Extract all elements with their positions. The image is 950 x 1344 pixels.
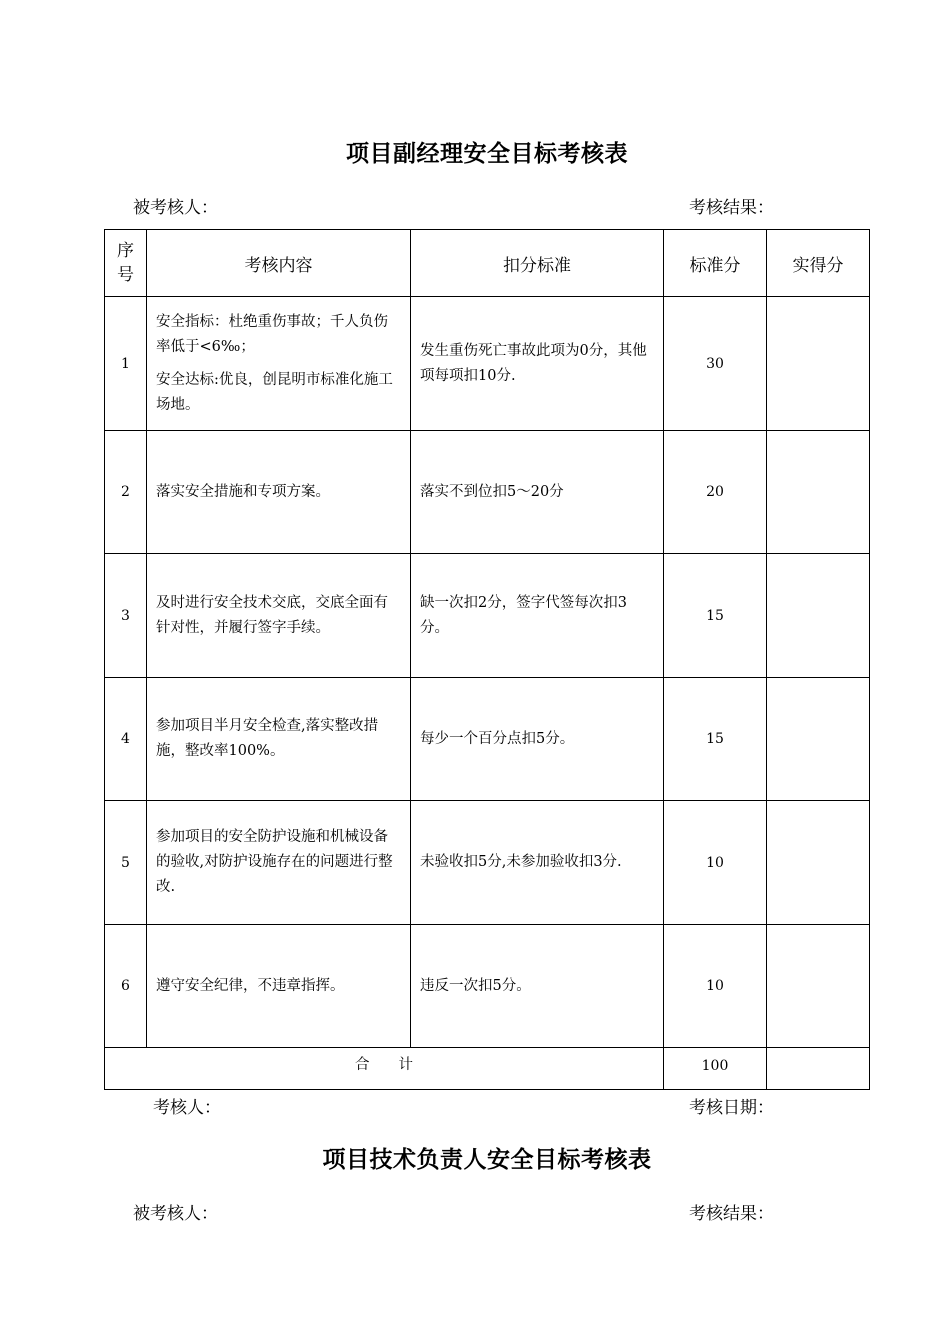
row-criteria: 缺一次扣2分，签字代签每次扣3分。 [411, 554, 664, 678]
table-row [105, 678, 870, 801]
form2-title: 项目技术负责人安全目标考核表 [322, 1147, 652, 1173]
row-actual-score[interactable] [767, 925, 870, 1048]
row-seq: 5 [105, 801, 147, 925]
row-content-line: 及时进行安全技术交底，交底全面有针对性，并履行签字手续。 [156, 594, 388, 636]
row-actual-score[interactable] [767, 431, 870, 554]
header-content: 考核内容 [147, 230, 411, 297]
header-standard: 标准分 [664, 230, 767, 297]
row-content [147, 431, 411, 554]
row-seq: 2 [105, 431, 147, 554]
total-label [105, 1048, 664, 1090]
table-total-row [105, 1048, 870, 1090]
row-seq: 1 [105, 297, 147, 431]
total-actual-cell[interactable] [767, 1048, 870, 1090]
row-standard-score: 15 [664, 554, 767, 678]
form2-result-label: 考核结果： [689, 1204, 774, 1224]
assessment-table [104, 229, 870, 1090]
row-actual-score[interactable] [767, 678, 870, 801]
row-content [147, 801, 411, 925]
row-criteria: 落实不到位扣5～20分 [411, 431, 664, 554]
row-standard-score: 15 [664, 678, 767, 801]
row-standard-score: 30 [664, 297, 767, 431]
row-criteria: 每少一个百分点扣5分。 [411, 678, 664, 801]
header-criteria: 扣分标准 [411, 230, 664, 297]
table-row [105, 554, 870, 678]
table-row [105, 431, 870, 554]
total-score-cell [664, 1048, 767, 1090]
form1-assessor-label: 考核人： [153, 1098, 221, 1118]
row-content [147, 554, 411, 678]
header-seq-line1: 序 [117, 241, 134, 261]
row-content-line: 落实安全措施和专项方案。 [156, 483, 330, 500]
row-seq: 6 [105, 925, 147, 1048]
row-content-line: 安全达标:优良，创昆明市标准化施工场地。 [156, 371, 393, 413]
total-score: 100 [701, 1058, 729, 1074]
form1-assessee-label: 被考核人： [133, 198, 218, 218]
row-standard-score: 20 [664, 431, 767, 554]
total-label-text: 合 计 [355, 1057, 413, 1073]
row-actual-score[interactable] [767, 554, 870, 678]
table-header-row [105, 230, 870, 297]
row-content-line: 参加项目的安全防护设施和机械设备的验收,对防护设施存在的问题进行整改. [156, 829, 393, 895]
header-actual: 实得分 [767, 230, 870, 297]
form1-result-label: 考核结果： [689, 198, 774, 218]
form1-title: 项目副经理安全目标考核表 [346, 141, 628, 167]
table-row [105, 801, 870, 925]
row-actual-score[interactable] [767, 801, 870, 925]
row-content [147, 297, 411, 431]
row-content-line: 参加项目半月安全检查,落实整改措施，整改率100%。 [156, 718, 379, 759]
row-seq: 4 [105, 678, 147, 801]
table-row [105, 925, 870, 1048]
row-criteria: 未验收扣5分,未参加验收扣3分. [411, 801, 664, 925]
row-standard-score: 10 [664, 925, 767, 1048]
form1-date-label: 考核日期： [689, 1098, 774, 1118]
header-seq-line2: 号 [117, 265, 134, 285]
row-content [147, 925, 411, 1048]
header-seq [105, 230, 147, 297]
row-actual-score[interactable] [767, 297, 870, 431]
row-standard-score: 10 [664, 801, 767, 925]
row-content [147, 678, 411, 801]
row-criteria: 发生重伤死亡事故此项为0分，其他项每项扣10分. [411, 297, 664, 431]
form2-assessee-label: 被考核人： [133, 1204, 218, 1224]
row-content-line: 安全指标：杜绝重伤事故；千人负伤率低于<6‰； [156, 313, 388, 355]
row-content-line: 遵守安全纪律，不违章指挥。 [156, 977, 345, 994]
row-seq: 3 [105, 554, 147, 678]
table-row [105, 297, 870, 431]
row-criteria: 违反一次扣5分。 [411, 925, 664, 1048]
